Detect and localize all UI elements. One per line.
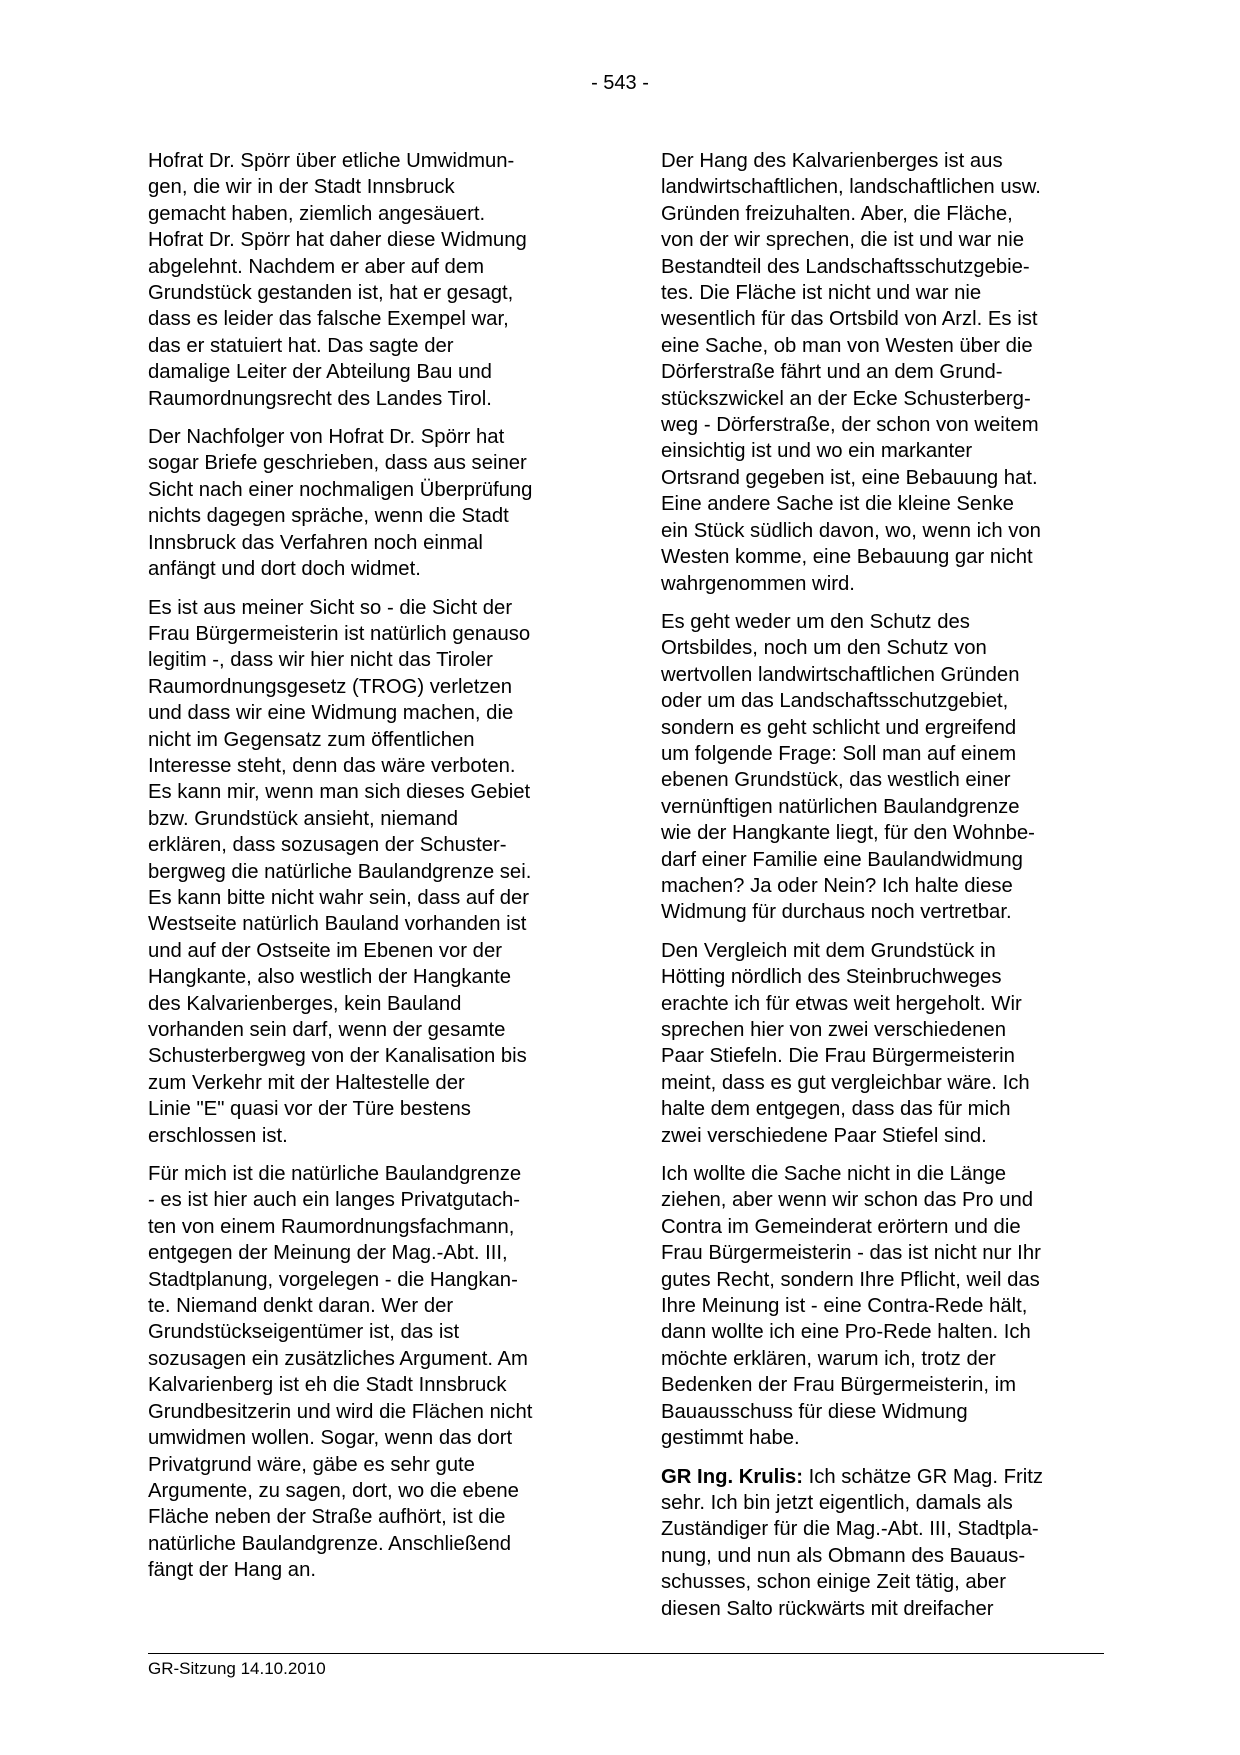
speaker-name: GR Ing. Krulis: <box>661 1465 803 1488</box>
speech-paragraph <box>661 1464 1105 1622</box>
footer-session-date: GR-Sitzung 14.10.2010 <box>148 1659 326 1678</box>
paragraph: Der Hang des Kalvarienberges ist aus landwirtschaftlichen, landschaftlichen usw. Gründen freizuhalten. Aber, die Fläche, von der wir sprechen, die ist und war nie Bestandteil des Landschaftsschutzgebie- tes. Die Fläche ist nicht und war nie wesentlich für das Ortsbild von Arzl. Es ist eine Sache, ob man von Westen über die Dörferstraße fährt und an dem Grund- stückszwickel an der Ecke Schusterberg- weg - Dörferstraße, der schon von weitem einsichtig ist und wo ein markanter Ortsrand gegeben ist, eine Bebauung hat. Eine andere Sache ist die kleine Senke ein Stück südlich davon, wo, wenn ich von Westen komme, eine Bebauung gar nicht wahrgenommen wird. <box>661 150 1041 595</box>
footer-divider <box>148 1653 1104 1654</box>
left-column <box>148 148 588 1596</box>
right-column <box>661 148 1105 1634</box>
paragraph: Ich wollte die Sache nicht in die Länge ziehen, aber wenn wir schon das Pro und Contra im Gemeinderat erörtern und die Frau Bürgermeisterin - das ist nicht nur Ihr gutes Recht, sondern Ihre Pflicht, weil das Ihre Meinung ist - eine Contra-Rede hält, dann wollte ich eine Pro-Rede halten. Ich möchte erklären, warum ich, trotz der Bedenken der Frau Bürgermeisterin, im Bauausschuss für diese Widmung gestimmt habe. <box>661 1163 1041 1450</box>
paragraph: Hofrat Dr. Spörr über etliche Umwidmun- gen, die wir in der Stadt Innsbruck gemacht haben, ziemlich angesäuert. Hofrat Dr. Spörr hat daher diese Widmung abgelehnt. Nachdem er aber auf dem Grundstück gestanden ist, hat er gesagt, dass es leider das falsche Exempel war, das er statuiert hat. Das sagte der damalige Leiter der Abteilung Bau und Raumordnungsrecht des Landes Tirol. <box>148 150 527 410</box>
page-number: - 543 - <box>591 72 649 94</box>
paragraph: Für mich ist die natürliche Baulandgrenze - es ist hier auch ein langes Privatgutach- ten von einem Raumordnungsfachmann, entgegen der Meinung der Mag.-Abt. III, Stadtplanung, vorgelegen - die Hangkan- te. Niemand denkt daran. Wer der Grundstückseigentümer ist, das ist sozusagen ein zusätzliches Argument. Am Kalvarienberg ist eh die Stadt Innsbruck Grundbesitzerin und wird die Flächen nicht umwidmen wollen. Sogar, wenn das dort Privatgrund wäre, gäbe es sehr gute Argumente, zu sagen, dort, wo die ebene Fläche neben der Straße aufhört, ist die natürliche Baulandgrenze. Anschließend fängt der Hang an. <box>148 1163 533 1582</box>
paragraph: Den Vergleich mit dem Grundstück in Hötting nördlich des Steinbruchweges erachte ich für etwas weit hergeholt. Wir sprechen hier von zwei verschiedenen Paar Stiefeln. Die Frau Bürgermeisterin meint, dass es gut vergleichbar wäre. Ich halte dem entgegen, dass das für mich zwei verschiedene Paar Stiefel sind. <box>661 939 1030 1147</box>
paragraph: Es ist aus meiner Sicht so - die Sicht der Frau Bürgermeisterin ist natürlich genauso legitim -, dass wir hier nicht das Tiroler Raumordnungsgesetz (TROG) verletzen und dass wir eine Widmung machen, die nicht im Gegensatz zum öffentlichen Interesse steht, denn das wäre verboten. Es kann mir, wenn man sich dieses Gebiet bzw. Grundstück ansieht, niemand erklären, dass sozusagen der Schuster- bergweg die natürliche Baulandgrenze sei. Es kann bitte nicht wahr sein, dass auf der Westseite natürlich Bauland vorhanden ist und auf der Ostseite im Ebenen vor der Hangkante, also westlich der Hangkante des Kalvarienberges, kein Bauland vorhanden sein darf, wenn der gesamte Schusterbergweg von der Kanalisation bis zum Verkehr mit der Haltestelle der Linie "E" quasi vor der Türe bestens erschlossen ist. <box>148 596 532 1147</box>
paragraph: Es geht weder um den Schutz des Ortsbildes, noch um den Schutz von wertvollen landwirtschaftlichen Gründen oder um das Landschaftsschutzgebiet, sondern es geht schlicht und ergreifend um folgende Frage: Soll man auf einem ebenen Grundstück, das westlich einer vernünftigen natürlichen Baulandgrenze wie der Hangkante liegt, für den Wohnbe- darf einer Familie eine Baulandwidmung machen? Ja oder Nein? Ich halte diese Widmung für durchaus noch vertretbar. <box>661 610 1035 924</box>
paragraph: Der Nachfolger von Hofrat Dr. Spörr hat sogar Briefe geschrieben, dass aus seiner Sicht nach einer nochmaligen Überprüfung nichts dagegen spräche, wenn die Stadt Innsbruck das Verfahren noch einmal anfängt und dort doch widmet. <box>148 426 533 581</box>
speech-text: Ich schätze GR Mag. Fritz sehr. Ich bin jetzt eigentlich, damals als Zuständiger für die Mag.-Abt. III, Stadtpla- nung, und nun als Obmann des Bauaus- schusses, schon einige Zeit tätig, aber diesen Salto rückwärts mit dreifacher <box>661 1465 1044 1620</box>
